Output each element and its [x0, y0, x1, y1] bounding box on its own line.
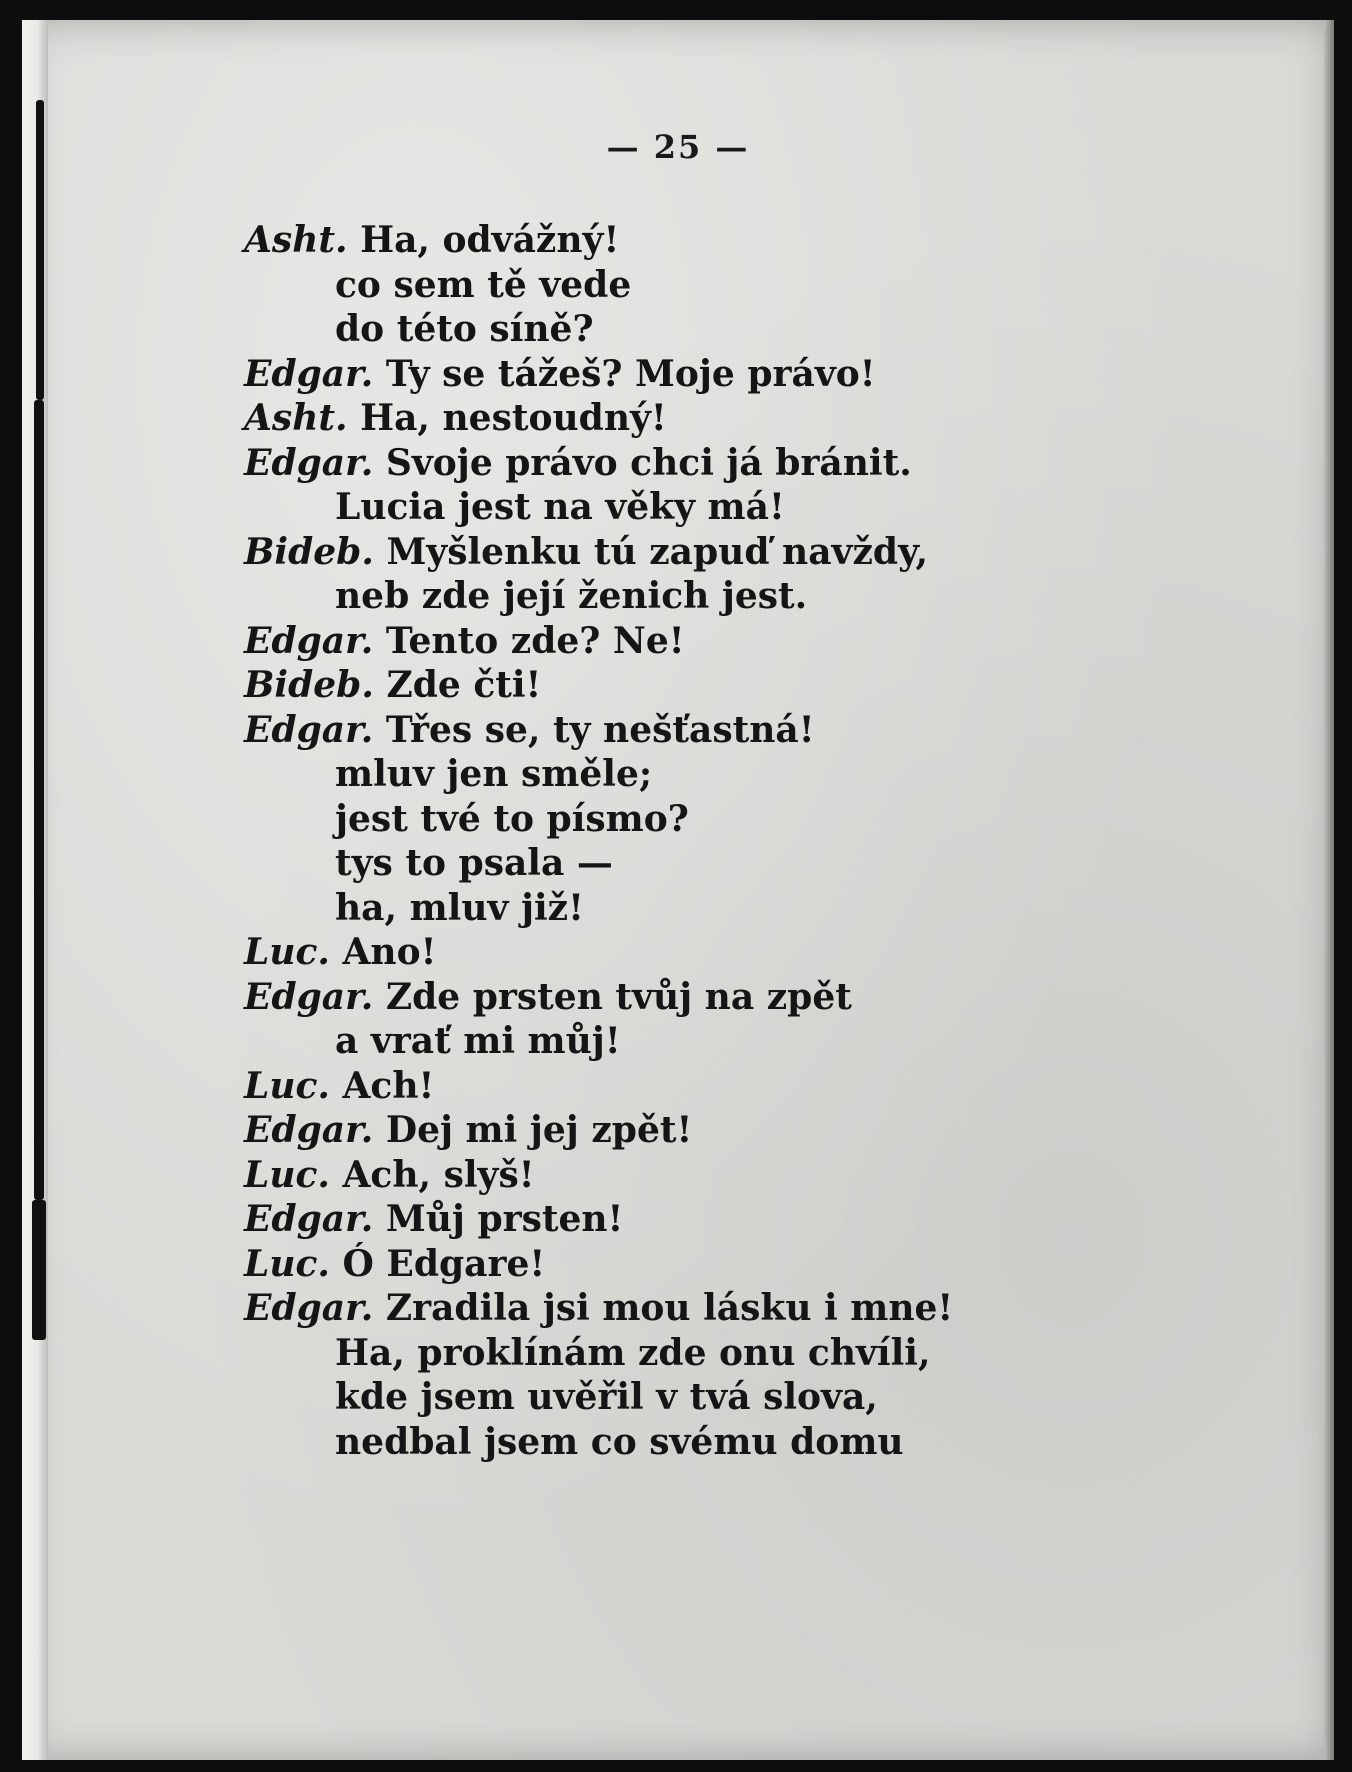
- speaker-name: Edgar.: [244, 619, 374, 662]
- speaker-name: Edgar.: [244, 975, 374, 1018]
- dialogue-line: [244, 1331, 1244, 1376]
- dialogue-line: [244, 307, 1244, 352]
- speaker-name: Edgar.: [244, 441, 374, 484]
- line-text: mluv jen směle;: [335, 753, 653, 795]
- dialogue-line: [244, 619, 1244, 664]
- page-number: — 25 —: [606, 128, 750, 166]
- page-edge-shadow: [1324, 20, 1334, 1760]
- speaker-name: Asht.: [244, 397, 348, 439]
- dialogue-line: [244, 886, 1244, 931]
- speaker-name: Luc.: [244, 1153, 330, 1196]
- speaker-name: Edgar.: [244, 708, 374, 751]
- line-text: co sem tě vede: [335, 263, 632, 306]
- line-text: Ano!: [342, 931, 437, 973]
- speaker-name: Bideb.: [244, 530, 374, 573]
- dialogue-line: [244, 752, 1244, 797]
- line-text: Dej mi jej zpět!: [385, 1109, 693, 1151]
- line-text: Ach, slyš!: [342, 1153, 535, 1196]
- line-text: Zde čti!: [386, 664, 542, 706]
- line-text: Ach!: [342, 1064, 435, 1107]
- speaker-name: Edgar.: [244, 1109, 374, 1151]
- dialogue-line: [244, 1286, 1244, 1331]
- speaker-name: Luc.: [244, 1242, 330, 1285]
- line-text: nedbal jsem co svému domu: [335, 1420, 904, 1463]
- dialogue-line: [244, 530, 1244, 575]
- line-text: Můj prsten!: [385, 1198, 624, 1240]
- dialogue-line: [244, 1153, 1244, 1198]
- dialogue-line: [244, 1064, 1244, 1109]
- dialogue-line: [244, 1197, 1244, 1242]
- line-text: kde jsem uvěřil v tvá slova,: [335, 1376, 878, 1418]
- binding-edge: [22, 20, 48, 1760]
- speaker-name: Edgar.: [244, 1287, 374, 1329]
- line-text: Tento zde? Ne!: [385, 619, 685, 662]
- dialogue-line: [244, 841, 1244, 886]
- speaker-name: Luc.: [244, 931, 330, 973]
- line-text: neb zde její ženich jest.: [335, 575, 808, 617]
- dialogue-line: [244, 975, 1244, 1020]
- line-text: Svoje právo chci já bránit.: [385, 441, 912, 484]
- dialogue-line: [244, 1019, 1244, 1064]
- line-text: Zde prsten tvůj na zpět: [385, 975, 852, 1018]
- dialogue-line: [244, 797, 1244, 842]
- line-text: Lucia jest na věky má!: [335, 486, 785, 528]
- line-text: do této síně?: [335, 308, 594, 350]
- speaker-name: Edgar.: [244, 352, 374, 395]
- speaker-name: Luc.: [244, 1064, 330, 1107]
- line-text: jest tvé to písmo?: [335, 797, 689, 840]
- line-text: Ó Edgare!: [342, 1242, 546, 1285]
- dialogue-line: [244, 263, 1244, 308]
- speaker-name: Asht.: [244, 219, 348, 261]
- line-text: Myšlenku tú zapuď navždy,: [386, 530, 929, 573]
- dialogue-line: [244, 1420, 1244, 1465]
- line-text: Zradila jsi mou lásku i mne!: [385, 1287, 954, 1329]
- dialogue-line: [244, 352, 1244, 397]
- dialogue-line: [244, 441, 1244, 486]
- dialogue-line: [244, 574, 1244, 619]
- speaker-name: Edgar.: [244, 1198, 374, 1240]
- dialogue-line: [244, 1375, 1244, 1420]
- line-text: ha, mluv již!: [335, 886, 584, 929]
- speaker-name: Bideb.: [244, 664, 374, 706]
- dialogue-text: [244, 218, 1244, 1464]
- line-text: tys to psala —: [335, 842, 613, 884]
- dialogue-line: [244, 218, 1244, 263]
- dialogue-line: [244, 663, 1244, 708]
- line-text: Třes se, ty nešťastná!: [385, 708, 815, 751]
- dialogue-line: [244, 930, 1244, 975]
- dialogue-line: [244, 1108, 1244, 1153]
- dialogue-line: [244, 485, 1244, 530]
- binding-thread: [32, 1200, 46, 1340]
- line-text: a vrať mi můj!: [335, 1020, 621, 1062]
- line-text: Ha, proklínám zde onu chvíli,: [335, 1331, 931, 1374]
- dialogue-line: [244, 708, 1244, 753]
- line-text: Ha, nestoudný!: [360, 397, 667, 439]
- binding-thread: [34, 400, 44, 1200]
- book-page: [22, 20, 1334, 1760]
- line-text: Ha, odvážný!: [360, 219, 620, 261]
- dialogue-line: [244, 396, 1244, 441]
- line-text: Ty se tážeš? Moje právo!: [385, 352, 876, 395]
- dialogue-line: [244, 1242, 1244, 1287]
